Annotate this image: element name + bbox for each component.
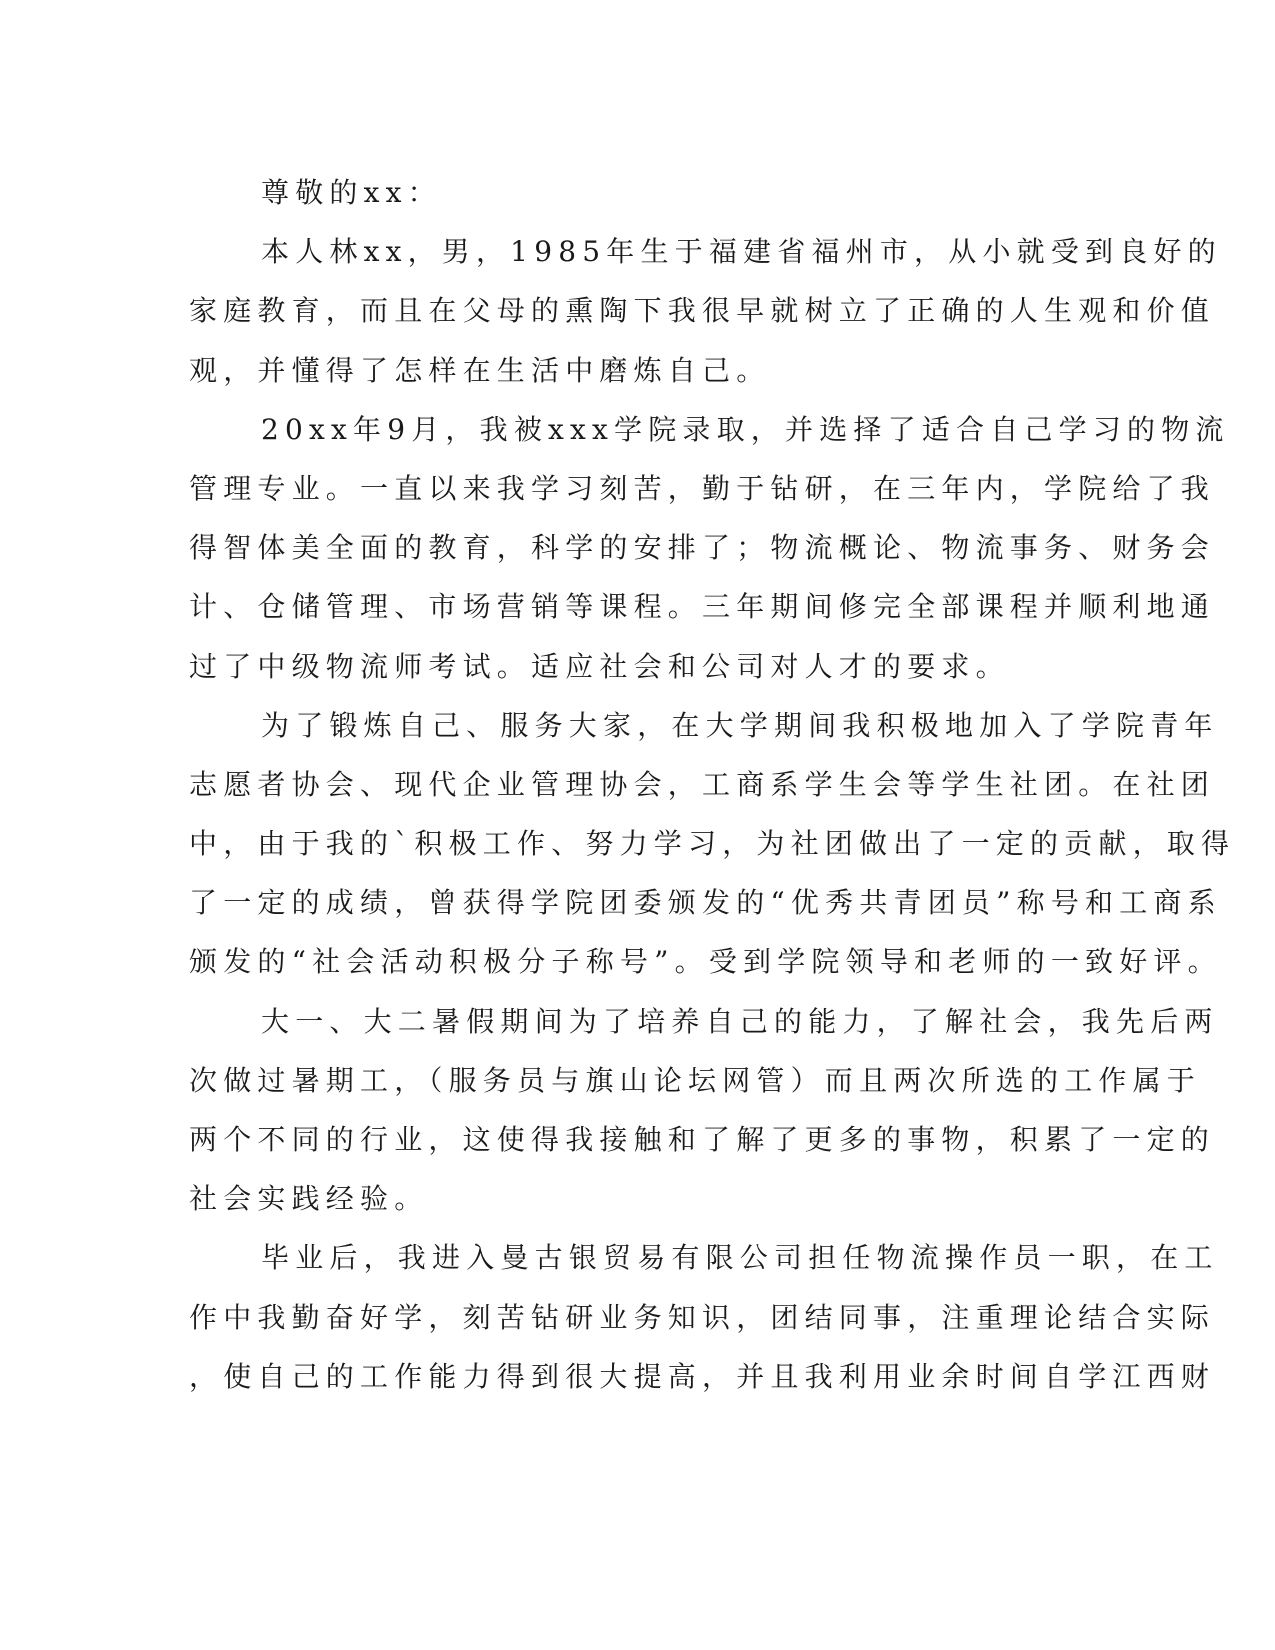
paragraph-line: 颁发的“社会活动积极分子称号”。受到学院领导和老师的一致好评。 [189, 945, 1222, 979]
paragraph-line: 得智体美全面的教育，科学的安排了；物流概论、物流事务、财务会 [189, 531, 1216, 565]
paragraph-line: 为了锻炼自己、服务大家，在大学期间我积极地加入了学院青年 [261, 708, 1219, 742]
paragraph-line: 志愿者协会、现代企业管理协会，工商系学生会等学生社团。在社团 [189, 767, 1216, 801]
paragraph-line: 社会实践经验。 [189, 1182, 429, 1216]
paragraph-line: 过了中级物流师考试。适应社会和公司对人才的要求。 [189, 649, 1010, 683]
paragraph-line: 了一定的成绩，曾获得学院团委颁发的“优秀共青团员”称号和工商系 [189, 886, 1222, 920]
paragraph-line: 20xx年9月，我被xxx学院录取，并选择了适合自己学习的物流 [261, 412, 1230, 446]
paragraph-line: 两个不同的行业，这使得我接触和了解了更多的事物，积累了一定的 [189, 1123, 1216, 1156]
paragraph-line: 作中我勤奋好学，刻苦钻研业务知识，团结同事，注重理论结合实际 [189, 1300, 1216, 1334]
paragraph-line: 毕业后，我进入曼古银贸易有限公司担任物流操作员一职，在工 [261, 1241, 1219, 1275]
letter-body [189, 163, 1236, 1406]
paragraph-line: 观，并懂得了怎样在生活中磨炼自己。 [189, 353, 771, 387]
paragraph-line: 计、仓储管理、市场营销等课程。三年期间修完全部课程并顺利地通 [189, 590, 1216, 624]
paragraph-line: 管理专业。一直以来我学习刻苦，勤于钻研，在三年内，学院给了我 [189, 471, 1216, 505]
paragraph-line: 大一、大二暑假期间为了培养自己的能力，了解社会，我先后两 [261, 1004, 1219, 1038]
paragraph-line: 中，由于我的`积极工作、努力学习，为社团做出了一定的贡献，取得 [189, 827, 1236, 861]
paragraph-line: 次做过暑期工，（服务员与旗山论坛网管）而且两次所选的工作属于 [189, 1063, 1202, 1097]
paragraph-line: 本人林xx，男，1985年生于福建省福州市，从小就受到良好的 [261, 235, 1222, 269]
paragraph-line: 家庭教育，而且在父母的熏陶下我很早就树立了正确的人生观和价值 [189, 294, 1216, 328]
salutation: 尊敬的xx： [261, 176, 442, 209]
paragraph-line: ，使自己的工作能力得到很大提高，并且我利用业余时间自学江西财 [189, 1359, 1216, 1393]
